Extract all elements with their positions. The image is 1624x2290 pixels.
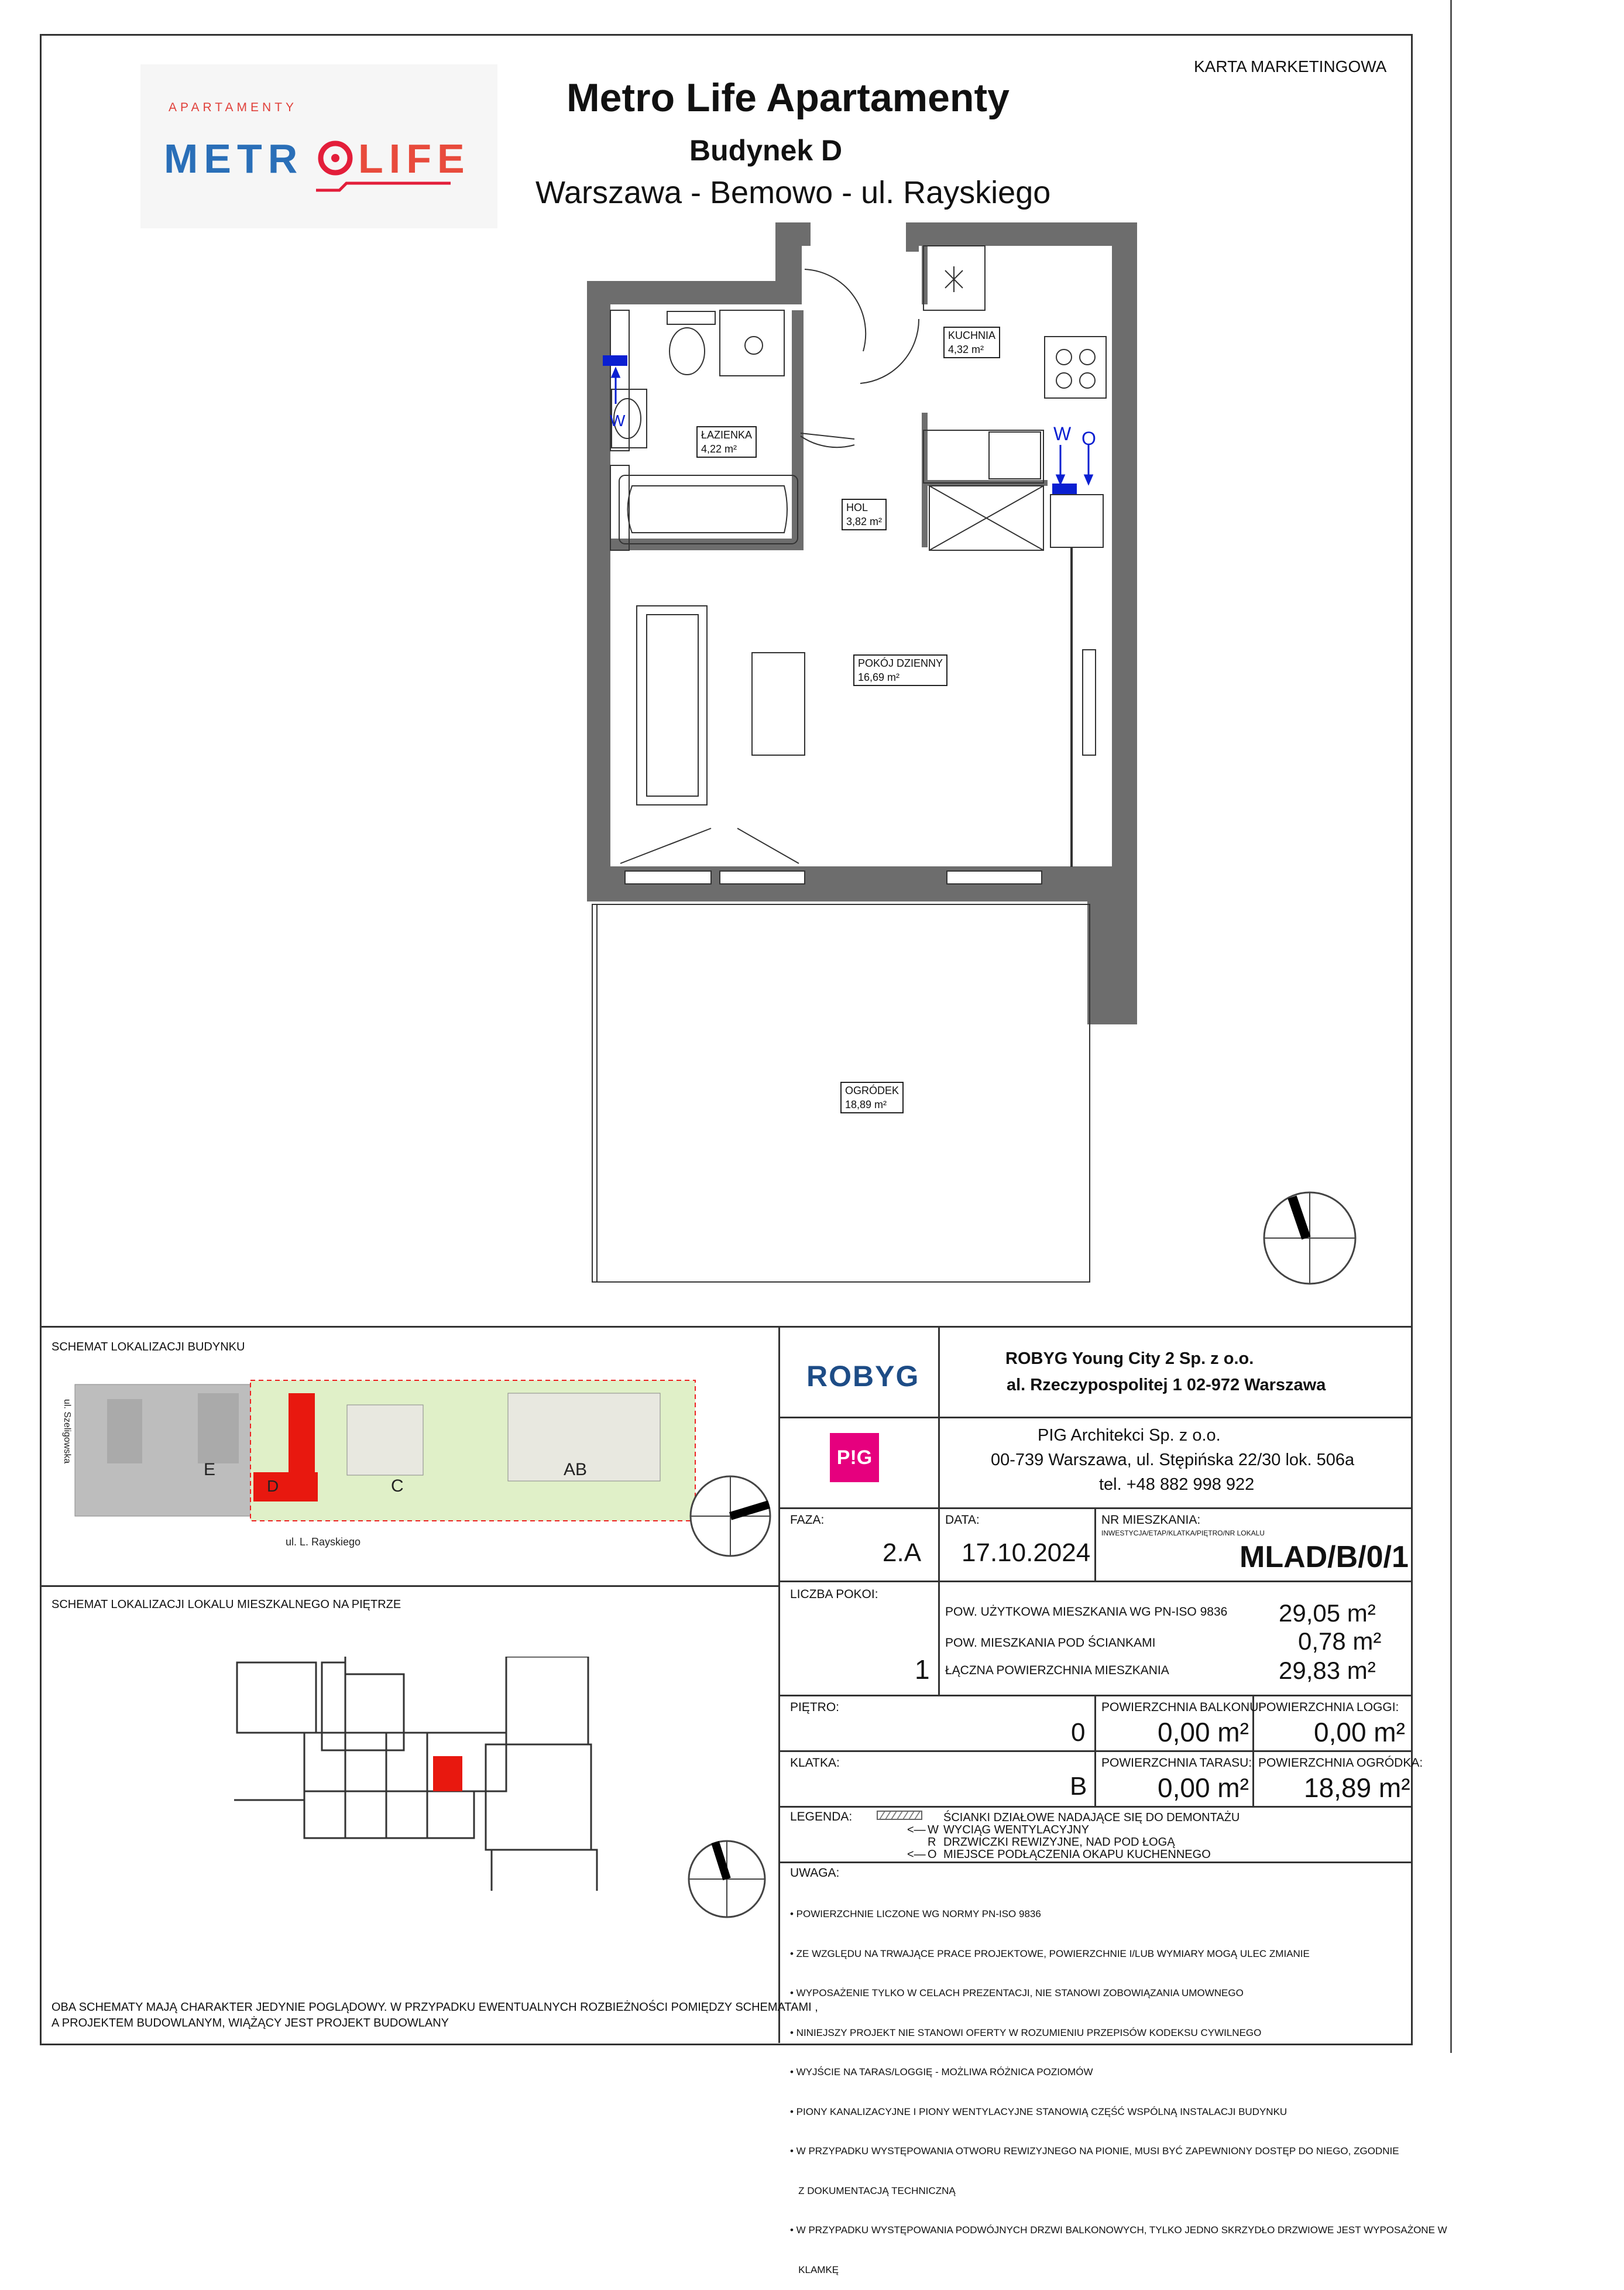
room-name: HOL [846,502,868,513]
terrace-label: POWIERZCHNIA TARASU: [1101,1756,1252,1770]
col-line-logo [938,1326,940,1507]
pig-logo-text: P!G [836,1446,873,1469]
legend-arrow-o-icon: <— [907,1848,926,1861]
building-d-highlight [253,1472,318,1501]
terrace-value: 0,00 m² [1158,1773,1249,1803]
total-area-value: 29,83 m² [1279,1657,1376,1684]
bath-vent-arrow-icon [612,369,619,404]
room-area: 4,22 m² [701,443,737,455]
note-item: Z DOKUMENTACJĄ TECHNICZNĄ [790,2185,956,2196]
floor-label: PIĘTRO: [790,1701,840,1714]
room-label-hall [842,499,887,530]
loggia-value: 0,00 m² [1314,1717,1405,1747]
floor-scheme-map [234,1657,644,1891]
row-line-6 [778,1806,1411,1808]
building-label-d: D [267,1477,279,1495]
under-walls-value: 0,78 m² [1298,1627,1382,1655]
rooms-value: 1 [915,1654,930,1685]
room-area: 3,82 m² [846,516,883,527]
row-line-3 [778,1581,1411,1582]
building-label-e: E [204,1460,216,1479]
room-name: POKÓJ DZIENNY [858,657,943,669]
balcony-value: 0,00 m² [1158,1717,1249,1747]
hood-arrow-icon [1085,445,1092,484]
fixtures [592,246,1106,1282]
marker-w-kitchen: W [1053,423,1072,444]
balcony-label: POWIERZCHNIA BALKONU: [1101,1701,1262,1714]
col-line-b [1094,1507,1096,1581]
apartment-number-value: MLAD/B/0/1 [1240,1540,1409,1574]
note-item: • WYJŚCIE NA TARAS/LOGGIĘ - MOŻLIWA RÓŻNICA POZIOMÓW [790,2066,1093,2078]
compass-icon [1264,1192,1355,1284]
legend-arrow-w-icon: <— [907,1823,926,1836]
room-name: ŁAZIENKA [701,429,753,441]
usable-area-label: POW. UŻYTKOWA MIESZKANIA WG PN-ISO 9836 [945,1605,1228,1619]
legend-key-r: R [928,1836,936,1849]
loggia-label: POWIERZCHNIA LOGGI: [1258,1701,1399,1714]
col-line-d [1094,1695,1096,1806]
usable-area-value: 29,05 m² [1279,1599,1376,1627]
legend-key-w: W [928,1823,939,1836]
total-area-label: ŁĄCZNA POWIERZCHNIA MIESZKANIA [945,1664,1169,1677]
note-item: • WYPOSAŻENIE TYLKO W CELACH PREZENTACJI, NIE STANOWI ZOBOWIĄZANIA UMOWNEGO [790,1987,1244,1998]
street-bottom-label: ul. L. Rayskiego [286,1536,361,1548]
notes-list [790,1881,1447,2290]
marker-w-bath: W [610,412,626,430]
vent-marker-kitchen [1052,484,1077,494]
stair-value: B [1070,1772,1087,1801]
room-name: KUCHNIA [948,330,996,341]
apartment-highlight [433,1756,462,1791]
legend-hatch-icon [877,1809,923,1822]
site-scheme-map [51,1358,771,1569]
disclaimer-line-2: A PROJEKTEM BUDOWLANYM, WIĄŻĄCY JEST PROJEKT BUDOWLANY [51,2017,449,2030]
floor-value: 0 [1071,1718,1086,1747]
developer-name: ROBYG Young City 2 Sp. z o.o. [1005,1349,1254,1368]
room-label-garden [840,1082,904,1113]
apartment-number-sub: INWESTYCJA/ETAP/KLATKA/PIĘTRO/NR LOKALU [1101,1529,1265,1537]
developer-address: al. Rzeczypospolitej 1 02-972 Warszawa [1007,1376,1326,1394]
floor-scheme-title: SCHEMAT LOKALIZACJI LOKALU MIESZKALNEGO NA PIĘTRZE [51,1598,401,1611]
col-line-c [938,1581,940,1695]
divider-mid-left [40,1585,780,1587]
legend-text-ventilation: WYCIĄG WENTYLACYJNY [943,1823,1089,1836]
robyg-logo: ROBYG [806,1360,920,1393]
notes-title: UWAGA: [790,1866,840,1880]
note-item: • POWIERZCHNIE LICZONE WG NORMY PN-ISO 9836 [790,1908,1041,1919]
room-label-living [853,654,947,686]
note-item: • W PRZYPADKU WYSTĘPOWANIA OTWORU REWIZYJNEGO NA PIONIE, MUSI BYĆ ZAPEWNIONY DOSTĘP DO NIEGO, ZGODNIE [790,2145,1399,2157]
divider-vertical [778,1326,780,2043]
col-line-a [938,1507,940,1581]
row-line-7 [778,1862,1411,1863]
architect-name: PIG Architekci Sp. z o.o. [1038,1426,1221,1445]
room-label-bathroom [696,426,757,458]
building-label-ab: AB [564,1460,588,1479]
logo-word-left: METR [164,136,304,181]
note-item: • NINIEJSZY PROJEKT NIE STANOWI OFERTY W ROZUMIENIU PRZEPISÓW KODEKSU CYWILNEGO [790,2027,1262,2038]
logo-word-right: LIFE [358,136,471,181]
vent-marker-bath [603,355,627,366]
architect-phone: tel. +48 882 998 922 [1099,1475,1255,1494]
pig-logo [830,1433,879,1482]
room-area: 18,89 m² [845,1099,887,1110]
site-compass-icon [691,1476,770,1556]
room-area: 4,32 m² [948,344,984,355]
page-title: Metro Life Apartamenty [566,76,1010,120]
site-scheme-title: SCHEMAT LOKALIZACJI BUDYNKU [51,1341,245,1353]
note-item: • ZE WZGLĘDU NA TRWAJĄCE PRACE PROJEKTOWE, POWIERZCHNIE I/LUB WYMIARY MOGĄ ULEC ZMIANIE [790,1948,1310,1959]
marker-o-kitchen: O [1081,428,1096,449]
building-label-c: C [391,1476,404,1496]
phase-value: 2.A [883,1538,922,1567]
building-name: Budynek D [689,134,843,167]
phase-label: FAZA: [790,1513,825,1527]
garden-label: POWIERZCHNIA OGRÓDKA: [1258,1756,1423,1770]
stair-label: KLATKA: [790,1756,840,1770]
legend-text-hood: MIEJSCE PODŁĄCZENIA OKAPU KUCHENNEGO [943,1848,1211,1861]
rooms-label: LICZBA POKOI: [790,1588,878,1601]
note-item: • PIONY KANALIZACYJNE I PIONY WENTYLACYJNE STANOWIĄ CZĘŚĆ WSPÓLNĄ INSTALACJI BUDYNKU [790,2106,1287,2117]
divider-top [40,1326,1411,1328]
apartment-number-label: NR MIESZKANIA: [1101,1513,1201,1527]
legend-key-o: O [928,1848,937,1861]
row-line-1 [778,1417,1411,1418]
under-walls-label: POW. MIESZKANIA POD ŚCIANKAMI [945,1636,1156,1650]
floor-compass-icon [686,1838,768,1920]
note-item: • W PRZYPADKU WYSTĘPOWANIA PODWÓJNYCH DRZWI BALKONOWYCH, TYLKO JEDNO SKRZYDŁO DRZWIOWE JEST WYPOSAŻONE W [790,2224,1447,2236]
address-line: Warszawa - Bemowo - ul. Rayskiego [535,175,1051,210]
date-value: 17.10.2024 [962,1538,1091,1567]
legend-title: LEGENDA: [790,1810,853,1823]
legend-text-demolition: ŚCIANKI DZIAŁOWE NADAJĄCE SIĘ DO DEMONTAŻU [943,1811,1240,1824]
architect-address: 00-739 Warszawa, ul. Stępińska 22/30 lok. 506a [991,1451,1355,1469]
room-label-kitchen [943,327,1000,358]
room-area: 16,69 m² [858,671,900,683]
room-name: OGRÓDEK [845,1085,899,1096]
date-label: DATA: [945,1513,980,1527]
street-side-label: ul. Szeligowska [62,1399,72,1464]
garden-value: 18,89 m² [1304,1773,1410,1803]
marketing-card-label: KARTA MARKETINGOWA [1194,57,1387,76]
kitchen-vent-arrow-icon [1057,445,1064,484]
note-item: KLAMKĘ [790,2264,839,2275]
legend-text-revision: DRZWICZKI REWIZYJNE, NAD POD ŁOGĄ [943,1836,1175,1849]
logo-small-text: APARTAMENTY [169,101,298,114]
disclaimer-line-1: OBA SCHEMATY MAJĄ CHARAKTER JEDYNIE POGLĄDOWY. W PRZYPADKU EWENTUALNYCH ROZBIEŻNOŚCI POMIĘDZY SCHEMATAMI , [51,2001,818,2014]
